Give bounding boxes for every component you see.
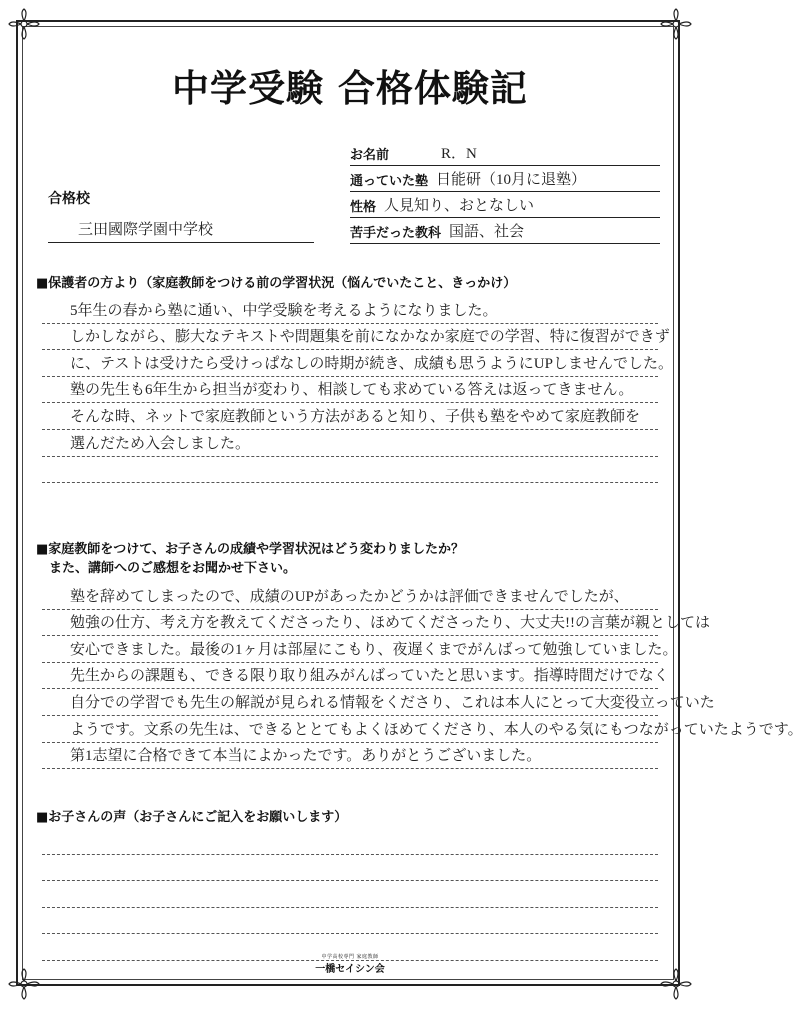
answer-line: 塾の先生も6年生から担当が変わり、相談しても求めている答えは返ってきません。	[42, 377, 658, 404]
personality-label: 性格	[350, 200, 377, 215]
answer-line: 先生からの課題も、できる限り取り組みがんばっていたと思います。指導時間だけでなく	[42, 663, 658, 690]
answer-line	[42, 828, 658, 855]
profile-info	[350, 140, 660, 244]
answer-line	[42, 908, 658, 935]
weak-subject-label: 苦手だった教科	[350, 226, 442, 241]
answer-line: に、テストは受けたら受けっぱなしの時期が続き、成績も思うようにUPしませんでした。	[42, 350, 658, 377]
school-label: 合格校	[48, 191, 90, 207]
section3-lines	[42, 828, 658, 961]
school-value: 三田國際学園中学校	[78, 222, 214, 238]
school-field	[48, 218, 314, 243]
logo-name: 一橋セイシン会	[315, 964, 385, 975]
personality-value: 人見知り、おとなしい	[384, 198, 535, 214]
answer-line	[42, 881, 658, 908]
answer-line: ようです。文系の先生は、できるととてもよくほめてくださり、本人のやる気にもつながっていたようです。	[42, 716, 658, 743]
section2-lines	[42, 583, 803, 769]
answer-line	[42, 855, 658, 882]
answer-line: そんな時、ネットで家庭教師という方法があると知り、子供も塾をやめて家庭教師を	[42, 403, 658, 430]
juku-label: 通っていた塾	[350, 174, 429, 189]
personality-row	[350, 192, 660, 218]
section2-heading-line1: ■家庭教師をつけて、お子さんの成績や学習状況はどう変わりましたか？	[36, 542, 465, 557]
logo-tagline: 中学高校専門 家庭教師	[321, 954, 379, 960]
weak-subject-row	[350, 218, 660, 244]
answer-line: 塾を辞めてしまったので、成績のUPがあったかどうかは評価できませんでしたが、	[42, 583, 658, 610]
answer-line: 安心できました。最後の1ヶ月は部屋にこもり、夜遅くまでがんばって勉強していました。	[42, 636, 658, 663]
juku-value: 日能研（10月に退塾）	[436, 172, 587, 188]
name-value: R．N	[441, 146, 477, 162]
section2-heading	[36, 540, 464, 578]
flower-ornament-icon	[6, 966, 42, 1002]
name-row	[350, 140, 660, 166]
answer-line: 5年生の春から塾に通い、中学受験を考えるようになりました。	[42, 297, 658, 324]
flower-ornament-icon	[658, 6, 694, 42]
page-title: 中学受験 合格体験記	[172, 66, 528, 110]
answer-line: 選んだため入会しました。	[42, 430, 658, 457]
company-logo	[300, 953, 400, 975]
juku-row	[350, 166, 660, 192]
section2-heading-line2: また、講師へのご感想をお聞かせ下さい。	[36, 561, 297, 576]
flower-ornament-icon	[658, 966, 694, 1002]
section1-heading: ■保護者の方より（家庭教師をつける前の学習状況（悩んでいたこと、きっかけ）	[36, 276, 517, 291]
weak-subject-value: 国語、社会	[449, 224, 525, 240]
answer-line	[42, 457, 658, 484]
section3-heading: ■お子さんの声（お子さんにご記入をお願いします）	[36, 810, 348, 825]
answer-line: 自分での学習でも先生の解説が見られる情報をくださり、これは本人にとって大変役立っていた	[42, 689, 658, 716]
answer-line: 勉強の仕方、考え方を教えてくださったり、ほめてくださったり、大丈夫!!の言葉が親としては	[42, 610, 658, 637]
flower-ornament-icon	[6, 6, 42, 42]
name-label: お名前	[350, 148, 390, 163]
answer-line: しかしながら、膨大なテキストや問題集を前になかなか家庭での学習、特に復習ができず	[42, 324, 658, 351]
answer-line: 第1志望に合格できて本当によかったです。ありがとうございました。	[42, 743, 658, 770]
section1-lines	[42, 297, 673, 483]
